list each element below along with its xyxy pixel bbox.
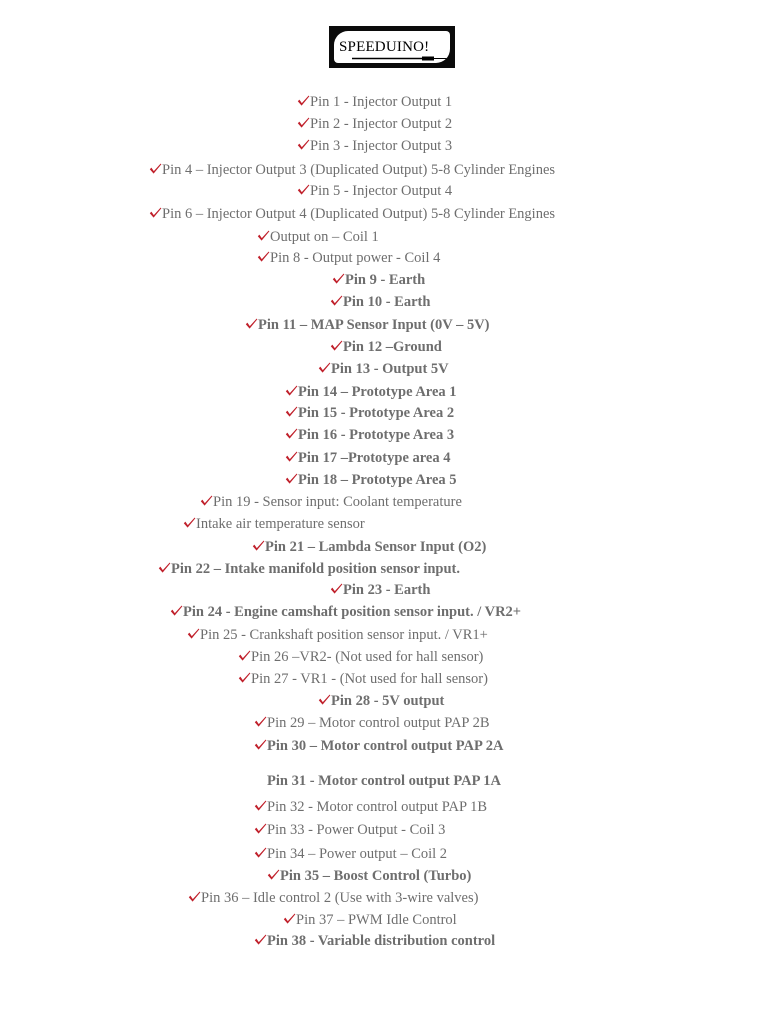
pin-row xyxy=(170,603,521,621)
checkmark-icon xyxy=(285,450,298,462)
pin-label: Pin 33 - Power Output - Coil 3 xyxy=(267,822,446,838)
pin-row xyxy=(149,205,555,223)
logo-text: SPEEDUINO! xyxy=(339,39,430,55)
pin-row xyxy=(200,493,462,511)
pin-row xyxy=(285,426,454,444)
pin-label: Pin 17 –Prototype area 4 xyxy=(298,450,451,466)
pin-row xyxy=(183,515,365,533)
checkmark-icon xyxy=(318,361,331,373)
pin-label: Pin 11 – MAP Sensor Input (0V – 5V) xyxy=(258,317,490,333)
checkmark-icon xyxy=(285,405,298,417)
checkmark-icon xyxy=(297,116,310,128)
pin-label: Pin 24 - Engine camshaft position sensor input. / VR2+ xyxy=(183,604,522,620)
checkmark-icon xyxy=(318,693,331,705)
pin-label: Pin 4 – Injector Output 3 (Duplicated Output) 5-8 Cylinder Engines xyxy=(162,162,556,178)
pin-row xyxy=(254,798,487,816)
checkmark-icon xyxy=(252,539,265,551)
checkmark-icon xyxy=(297,94,310,106)
pin-row xyxy=(245,316,490,334)
checkmark-icon xyxy=(149,162,162,174)
pin-label: Pin 25 - Crankshaft position sensor input. / VR1+ xyxy=(200,627,488,643)
pin-label: Pin 26 –VR2- (Not used for hall sensor) xyxy=(251,649,484,665)
pin-row xyxy=(252,538,486,556)
pin-row xyxy=(257,249,440,267)
checkmark-icon xyxy=(332,272,345,284)
pin-row xyxy=(332,271,425,289)
checkmark-icon xyxy=(285,384,298,396)
pin-label: Pin 18 – Prototype Area 5 xyxy=(298,472,457,488)
pin-row xyxy=(149,161,555,179)
pin-label: Pin 1 - Injector Output 1 xyxy=(310,94,453,110)
checkmark-icon xyxy=(330,582,343,594)
pin-label: Pin 27 - VR1 - (Not used for hall sensor) xyxy=(251,671,488,687)
pin-label: Pin 14 – Prototype Area 1 xyxy=(298,384,457,400)
pin-label: Pin 9 - Earth xyxy=(345,272,426,288)
pin-label: Pin 8 - Output power - Coil 4 xyxy=(270,250,441,266)
pin-row xyxy=(318,360,449,378)
checkmark-icon xyxy=(183,516,196,528)
checkmark-icon xyxy=(285,427,298,439)
checkmark-icon xyxy=(257,229,270,241)
pin-label: Pin 36 – Idle control 2 (Use with 3-wire valves) xyxy=(201,890,479,906)
checkmark-icon xyxy=(297,138,310,150)
pin-label: Pin 29 – Motor control output PAP 2B xyxy=(267,715,490,731)
pin-row xyxy=(285,383,457,401)
checkmark-icon xyxy=(188,890,201,902)
pin-label: Pin 32 - Motor control output PAP 1B xyxy=(267,799,488,815)
pin-label: Pin 15 - Prototype Area 2 xyxy=(298,405,455,421)
logo-frame xyxy=(334,31,450,63)
pin-label: Pin 31 - Motor control output PAP 1A xyxy=(267,773,502,789)
pin-label: Pin 37 – PWM Idle Control xyxy=(296,912,457,928)
pin-row xyxy=(297,137,452,155)
pin-label: Pin 5 - Injector Output 4 xyxy=(310,183,453,199)
pin-label: Pin 3 - Injector Output 3 xyxy=(310,138,453,154)
checkmark-icon xyxy=(254,846,267,858)
checkmark-icon xyxy=(254,738,267,750)
checkmark-icon xyxy=(297,183,310,195)
pin-label: Pin 23 - Earth xyxy=(343,582,431,598)
pin-label: Pin 10 - Earth xyxy=(343,294,431,310)
pin-label: Pin 28 - 5V output xyxy=(331,693,445,709)
pin-row xyxy=(238,670,488,688)
pin-label: Pin 30 – Motor control output PAP 2A xyxy=(267,738,504,754)
pin-row xyxy=(297,93,452,111)
pin-row xyxy=(158,560,460,578)
checkmark-icon xyxy=(254,715,267,727)
checkmark-icon xyxy=(257,250,270,262)
checkmark-icon xyxy=(200,494,213,506)
checkmark-icon xyxy=(283,912,296,924)
pin-row xyxy=(254,821,445,839)
checkmark-icon xyxy=(149,206,162,218)
pin-row xyxy=(330,581,430,599)
checkmark-icon xyxy=(254,822,267,834)
checkmark-icon xyxy=(267,868,280,880)
pin-row xyxy=(285,404,454,422)
pin-row xyxy=(187,626,488,644)
pin-label: Pin 13 - Output 5V xyxy=(331,361,449,377)
speeduino-logo xyxy=(329,26,455,68)
checkmark-icon xyxy=(245,317,258,329)
pin-row xyxy=(254,714,490,732)
pin-row xyxy=(318,692,444,710)
pin-label: Pin 16 - Prototype Area 3 xyxy=(298,427,455,443)
pin-row xyxy=(330,338,442,356)
pin-label: Intake air temperature sensor xyxy=(196,516,365,532)
checkmark-icon xyxy=(285,472,298,484)
pin-label: Output on – Coil 1 xyxy=(270,229,379,245)
pin-row xyxy=(283,911,457,929)
pin-row xyxy=(330,293,430,311)
pin-row xyxy=(297,115,452,133)
pin-label: Pin 38 - Variable distribution control xyxy=(267,933,496,949)
pin-label: Pin 34 – Power output – Coil 2 xyxy=(267,846,448,862)
pin-row xyxy=(254,737,503,755)
pin-row xyxy=(254,845,447,863)
pin-row xyxy=(297,182,452,200)
checkmark-icon xyxy=(170,604,183,616)
pin-row xyxy=(267,867,471,885)
checkmark-icon xyxy=(158,561,171,573)
checkmark-icon xyxy=(238,649,251,661)
pin-label: Pin 21 – Lambda Sensor Input (O2) xyxy=(265,539,487,555)
checkmark-icon xyxy=(254,799,267,811)
checkmark-icon xyxy=(330,294,343,306)
pin-label: Pin 12 –Ground xyxy=(343,339,442,355)
pin-row xyxy=(188,889,478,907)
pin-label: Pin 2 - Injector Output 2 xyxy=(310,116,453,132)
checkmark-icon xyxy=(238,671,251,683)
checkmark-icon xyxy=(187,627,200,639)
pin-row xyxy=(285,449,451,467)
pin-row xyxy=(238,648,483,666)
pin-label: Pin 35 – Boost Control (Turbo) xyxy=(280,868,472,884)
pin-label: Pin 19 - Sensor input: Coolant temperature xyxy=(213,494,462,510)
pin-row xyxy=(285,471,457,489)
pin-label: Pin 6 – Injector Output 4 (Duplicated Output) 5-8 Cylinder Engines xyxy=(162,206,556,222)
checkmark-icon xyxy=(330,339,343,351)
spark-plug-icon xyxy=(352,56,447,61)
pin-row xyxy=(254,932,495,950)
pin-label: Pin 22 – Intake manifold position sensor input. xyxy=(171,561,460,577)
pin-row xyxy=(257,228,379,246)
checkmark-icon xyxy=(254,933,267,945)
pin-row xyxy=(267,772,501,790)
